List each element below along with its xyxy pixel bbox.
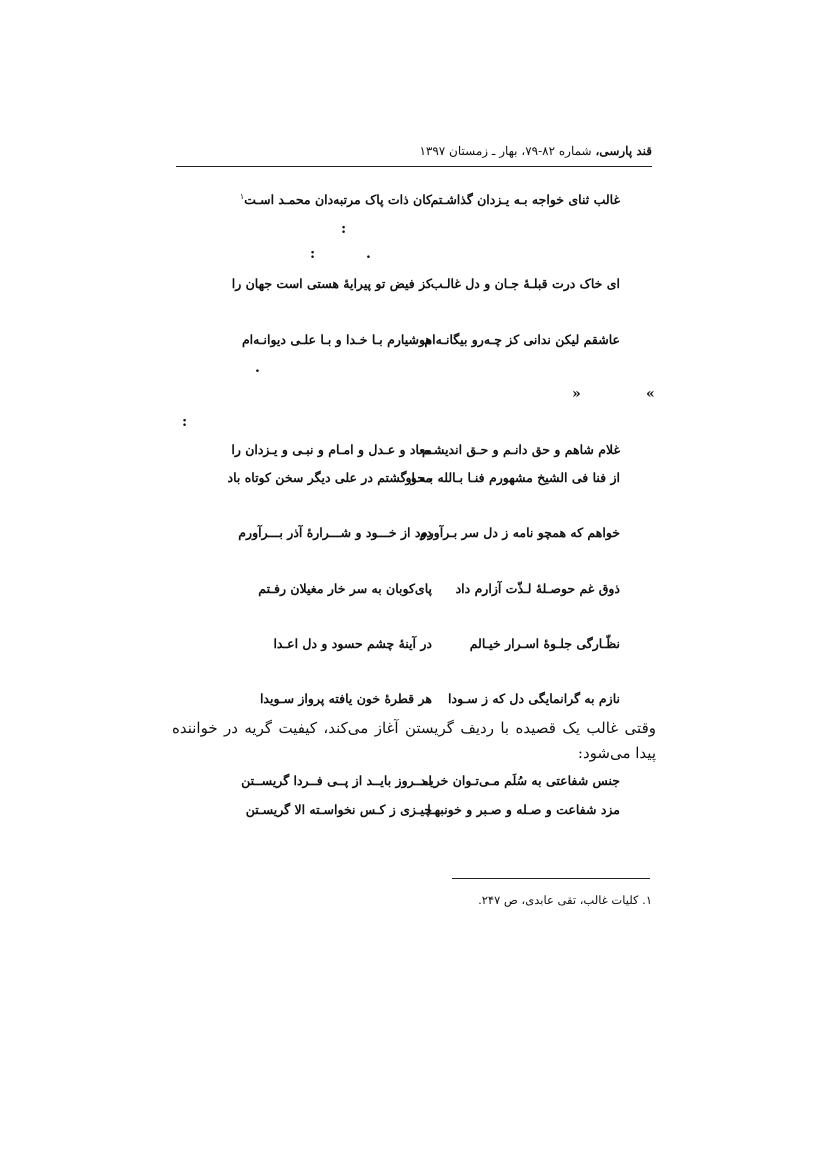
verse-first-hemistich: ذوق غم حوصـلهٔ لـذّت آزارم داد bbox=[455, 581, 620, 596]
footnote-ref: ۱ bbox=[239, 192, 245, 201]
verse-first-hemistich: خواهم که همچو نامه ز دل سر بـرآورم bbox=[419, 525, 620, 540]
verse-first-hemistich: نظّـارگی جلـوهٔ اسـرار خیـالم bbox=[469, 636, 620, 651]
verse-9 bbox=[176, 691, 652, 713]
verse-second-hemistich: پای‌کوبان به سر خار مغیلان رفـتم bbox=[258, 581, 432, 596]
verse-first-hemistich: عاشقم لیکن ندانی کز چـه‌رو بیگانـه‌ام bbox=[424, 332, 620, 347]
verse-second-hemistich: معاد و عـدل و امـام و نبـی و یـزدان را bbox=[231, 442, 432, 457]
verse-7 bbox=[176, 581, 652, 603]
verse-6 bbox=[176, 525, 652, 547]
dot-mark: . bbox=[366, 246, 371, 262]
verse-second-hemistich: هوشیارم بـا خـدا و بـا علـی دیوانـه‌ام bbox=[241, 332, 432, 347]
verse-second-hemistich: چیـزی ز کـس نخواسـته الا گریسـتن bbox=[245, 802, 432, 817]
verse-second-hemistich: کان ذات پاک مرتبه‌دان محمـد اسـت$^۱$ bbox=[239, 192, 432, 208]
verse-1 bbox=[176, 192, 652, 214]
quote-mark: « bbox=[646, 386, 655, 402]
verse-first-hemistich: غالب ثنای خواجه بـه یـزدان گذاشـتم bbox=[430, 192, 620, 207]
quote-mark: » bbox=[572, 386, 581, 402]
verse-first-hemistich: نازم به گرانمایگی دل که ز سـودا bbox=[448, 691, 620, 706]
verse-10 bbox=[176, 773, 652, 795]
dot-mark: . bbox=[255, 360, 260, 376]
verse-second-hemistich: در آینهٔ چشم حسود و دل اعـدا bbox=[273, 636, 432, 651]
verse-second-hemistich: هر قطرهٔ خون یافته پرواز سـویدا bbox=[259, 691, 432, 706]
verse-second-hemistich: کز فیض تو پیرایهٔ هستی است جهان را bbox=[231, 276, 432, 291]
footnote-rule bbox=[452, 878, 650, 879]
verse-first-hemistich: غلام شاهم و حق دانـم و حـق اندیشـم bbox=[421, 442, 620, 457]
verse-first-hemistich: ای خاک درت قبلـهٔ جـان و دل غالـب bbox=[430, 276, 620, 291]
verse-8 bbox=[176, 636, 652, 658]
colon-mark: : bbox=[182, 414, 188, 430]
verse-3 bbox=[176, 332, 652, 354]
issue-info: شماره ۸۲-۷۹، بهار ـ زمستان ۱۳۹۷ bbox=[419, 144, 592, 158]
colon-mark: : bbox=[341, 221, 347, 237]
verse-second-hemistich: محو گشتم در علی دیگر سخن کوتاه باد bbox=[227, 470, 432, 485]
verse-11 bbox=[176, 802, 652, 824]
verse-5 bbox=[176, 470, 652, 492]
verse-second-hemistich: دود از خـــود و شـــرارهٔ آذر بـــرآورم bbox=[238, 525, 432, 540]
verse-second-hemistich: امــروز بایــد از پــی فــردا گریســتن bbox=[241, 773, 432, 788]
journal-title: قند پارسی، bbox=[595, 144, 652, 158]
verse-first-hemistich: از فنا فی الشیخ مشهورم فنـا بـالله بـه او bbox=[405, 470, 620, 485]
running-header bbox=[176, 144, 652, 158]
footnote: ۱. کلیات غالب، تقی عابدی، ص ۲۴۷. bbox=[478, 893, 652, 907]
verse-2 bbox=[176, 276, 652, 298]
header-rule bbox=[176, 166, 652, 167]
prose-paragraph: وقتی غالب یک قصیده با ردیف گریستن آغاز می‌کند، کیفیت گریه در خواننده پیدا می‌شود: bbox=[172, 719, 656, 762]
verse-first-hemistich: جنس شفاعتی به سُلَم مـی‌تـوان خریـد bbox=[420, 773, 620, 788]
verse-4 bbox=[176, 442, 652, 464]
colon-mark: : bbox=[310, 246, 316, 262]
verse-first-hemistich: مزد شفاعت و صـله و صـبر و خونبهـا bbox=[427, 802, 620, 817]
